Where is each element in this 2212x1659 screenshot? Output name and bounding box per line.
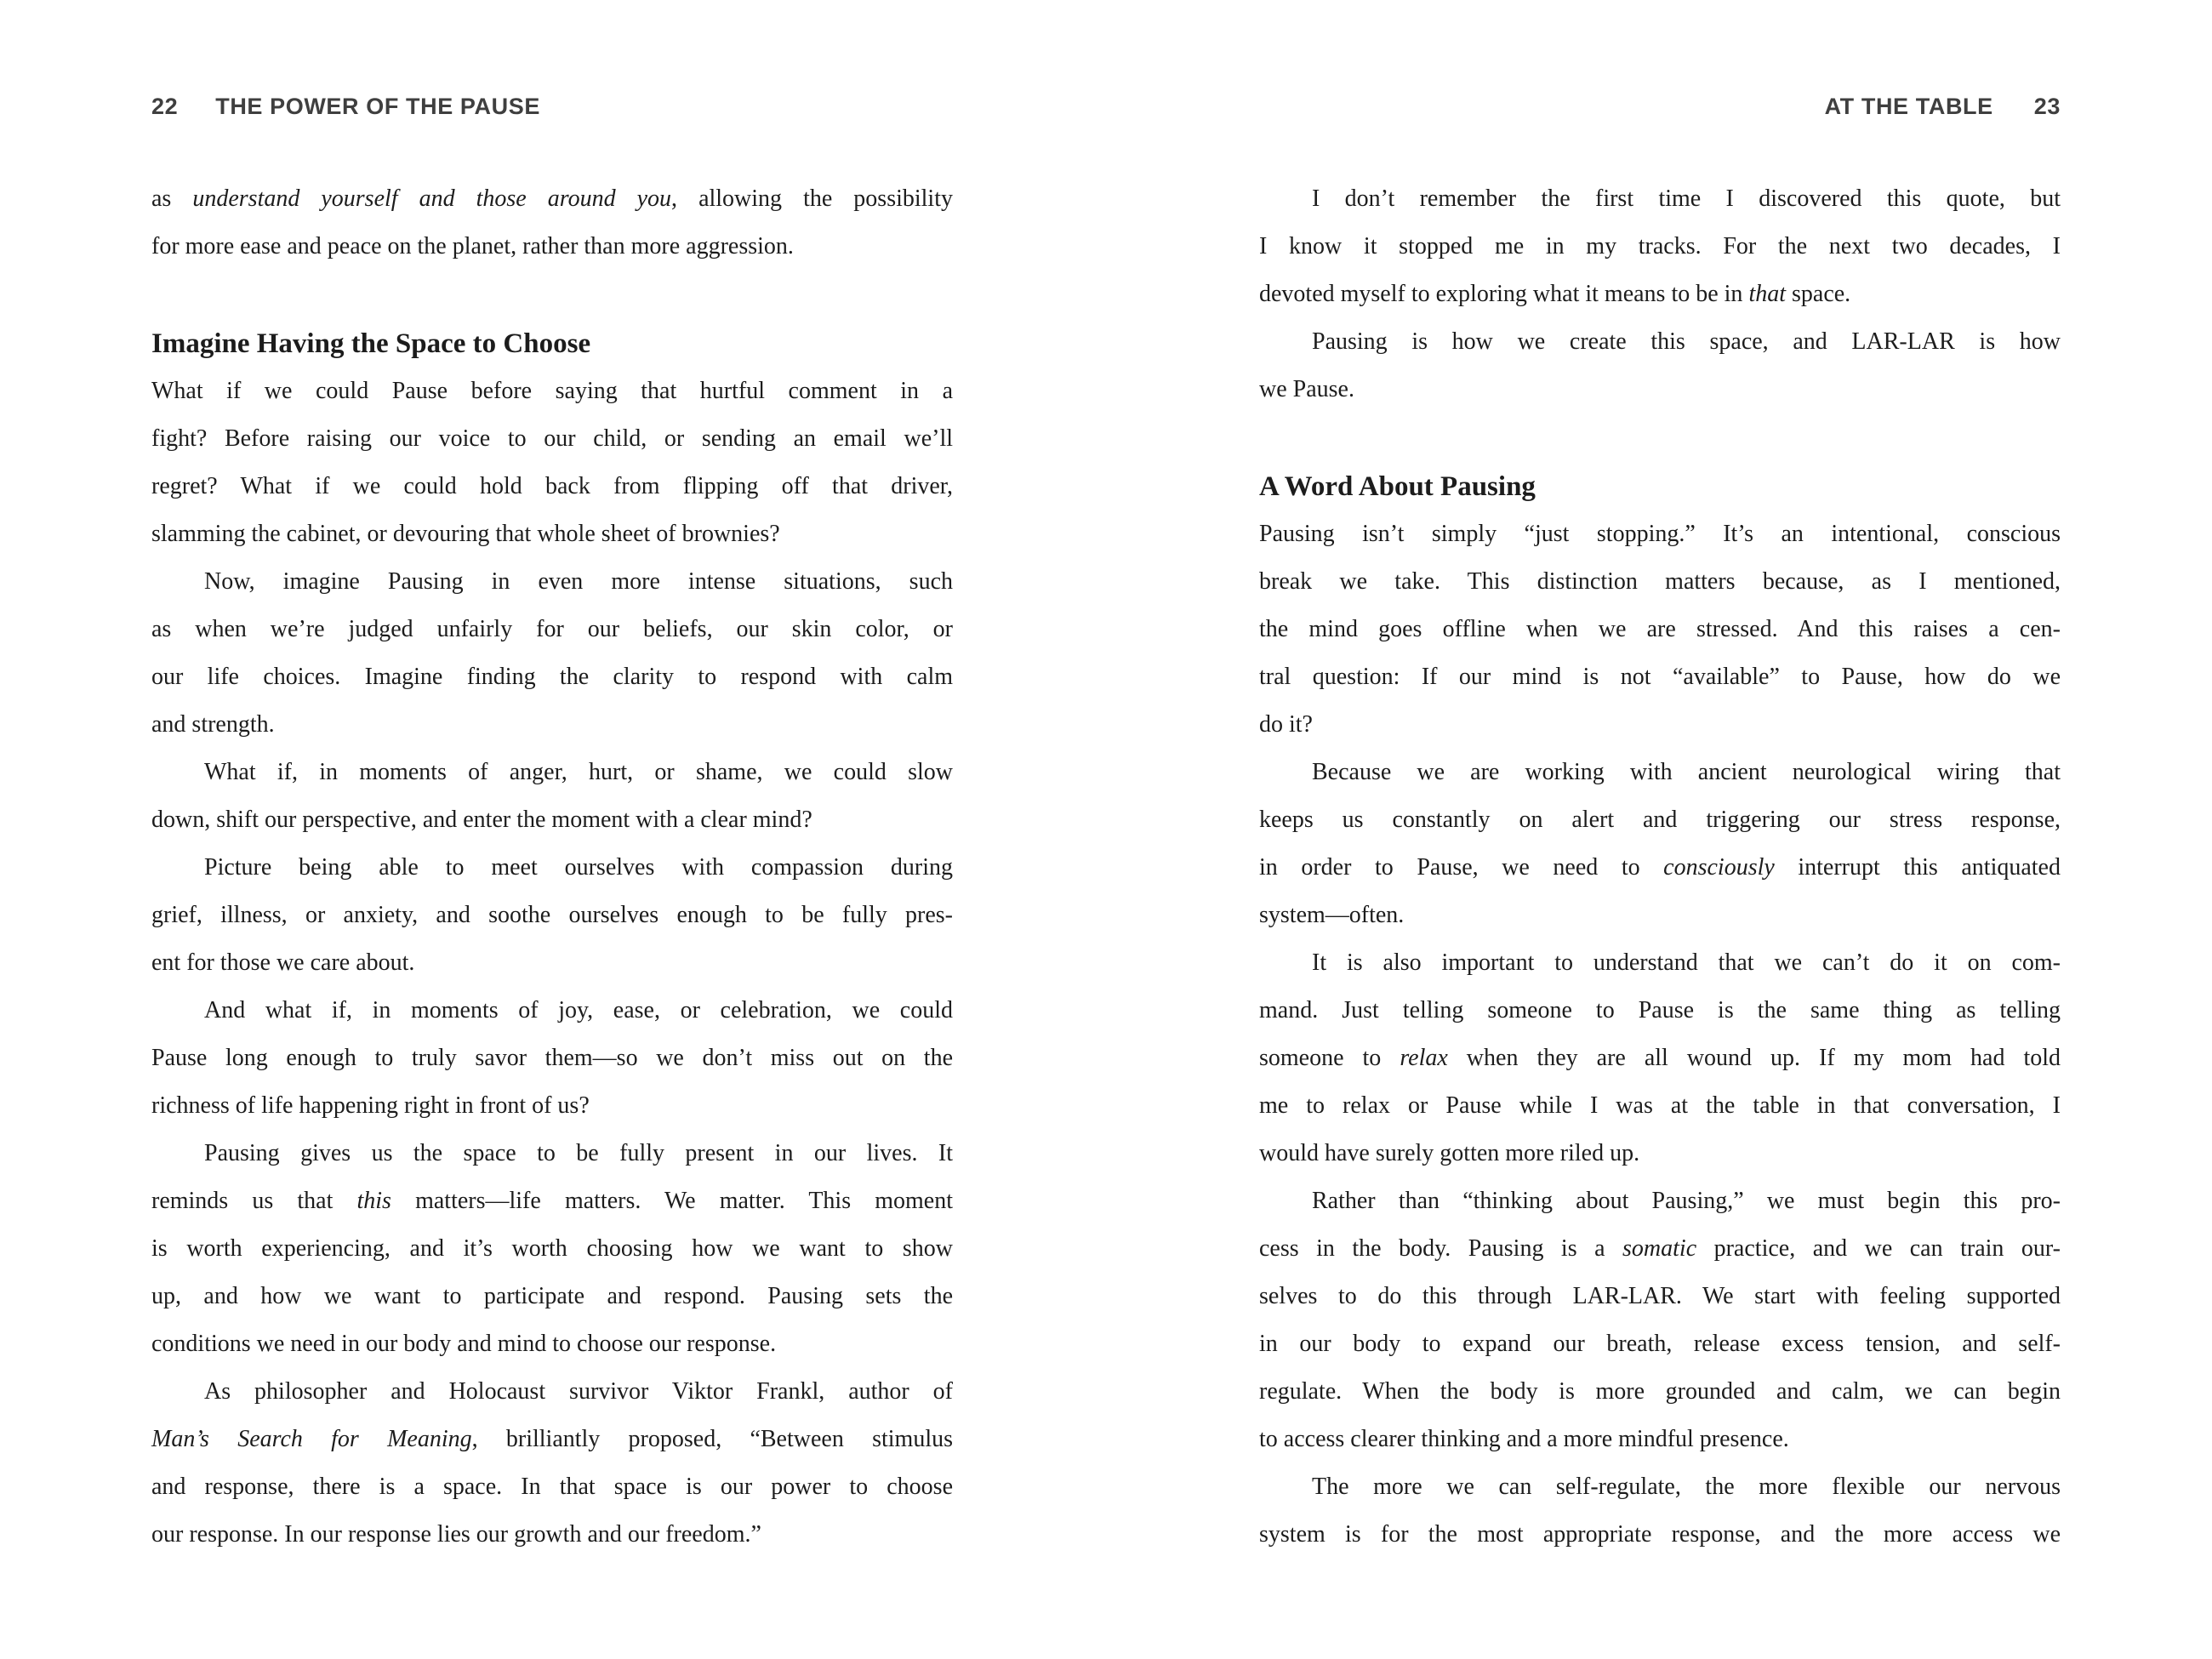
text-segment: break we take. This distinction matters because, as I mentioned, — [1259, 568, 2061, 595]
text-segment: As philosopher and Holocaust survivor Viktor Frankl, author of — [204, 1378, 953, 1405]
text-segment: What if we could Pause before saying that hurtful comment in a — [151, 378, 953, 404]
text-line — [1259, 271, 2061, 318]
text-segment: devoted myself to exploring what it means to be in — [1259, 281, 1749, 307]
text-segment: our response. In our response lies our growth and our freedom.” — [151, 1521, 761, 1548]
text-segment: is worth experiencing, and it’s worth choosing how we want to show — [151, 1235, 953, 1262]
text-line — [1259, 939, 2061, 987]
text-segment: as — [151, 185, 193, 212]
text-line — [1259, 1416, 2061, 1463]
text-segment: regret? What if we could hold back from flipping off that driver, — [151, 473, 953, 499]
text-line — [1259, 1130, 2061, 1177]
text-segment: Now, imagine Pausing in even more intense situations, such — [204, 568, 953, 595]
text-segment: ent for those we care about. — [151, 949, 415, 976]
text-line — [151, 606, 953, 653]
text-line — [151, 1416, 953, 1463]
text-line — [1259, 1273, 2061, 1320]
text-line — [151, 939, 953, 987]
text-line — [1259, 318, 2061, 366]
text-line — [1259, 366, 2061, 413]
text-segment: regulate. When the body is more grounded and calm, we can begin — [1259, 1378, 2061, 1405]
text-segment: Pausing gives us the space to be fully present in our lives. It — [204, 1140, 953, 1166]
text-segment: our life choices. Imagine finding the clarity to respond with calm — [151, 664, 953, 690]
text-segment: It is also important to understand that we can’t do it on com- — [1312, 949, 2061, 976]
text-segment: Rather than “thinking about Pausing,” we must begin this pro- — [1312, 1188, 2061, 1214]
text-line — [151, 558, 953, 606]
text-segment: conditions we need in our body and mind to choose our response. — [151, 1331, 777, 1357]
page-body-left — [151, 175, 953, 1559]
text-line — [1259, 606, 2061, 653]
text-line — [151, 368, 953, 415]
text-line — [1259, 749, 2061, 796]
text-line — [151, 1225, 953, 1273]
text-line — [151, 1463, 953, 1511]
text-segment: richness of life happening right in front of us? — [151, 1092, 590, 1119]
text-segment: cess in the body. Pausing is a — [1259, 1235, 1623, 1262]
page-left — [151, 0, 953, 1659]
text-segment: in order to Pause, we need to — [1259, 854, 1664, 881]
italic-text: consciously — [1663, 854, 1775, 881]
text-line — [1259, 1368, 2061, 1416]
running-head-right — [1259, 94, 2061, 119]
text-segment: Pausing isn’t simply “just stopping.” It’s an intentional, conscious — [1259, 521, 2061, 547]
text-segment: selves to do this through LAR-LAR. We start with feeling supported — [1259, 1283, 2061, 1309]
text-segment: slamming the cabinet, or devouring that whole sheet of brownies? — [151, 521, 780, 547]
text-line — [1259, 701, 2061, 749]
text-line — [151, 987, 953, 1035]
text-segment: system is for the most appropriate response, and the more access we — [1259, 1521, 2061, 1548]
text-segment: I know it stopped me in my tracks. For the next two decades, I — [1259, 233, 2061, 259]
text-segment: me to relax or Pause while I was at the table in that conversation, I — [1259, 1092, 2061, 1119]
text-segment: Because we are working with ancient neurological wiring that — [1312, 759, 2061, 785]
text-line — [151, 653, 953, 701]
text-line — [1259, 1082, 2061, 1130]
text-line — [151, 1130, 953, 1177]
text-segment: , brilliantly proposed, “Between stimulus — [471, 1426, 954, 1452]
text-segment: the mind goes offline when we are stressed. And this raises a cen- — [1259, 616, 2061, 642]
text-line — [1259, 510, 2061, 558]
text-line — [1259, 175, 2061, 223]
text-segment: grief, illness, or anxiety, and soothe ourselves enough to be fully pres- — [151, 902, 953, 928]
italic-text: that — [1748, 281, 1786, 307]
text-segment: What if, in moments of anger, hurt, or shame, we could slow — [204, 759, 953, 785]
text-segment: reminds us that — [151, 1188, 357, 1214]
text-line — [151, 1320, 953, 1368]
text-line — [151, 796, 953, 844]
text-segment: The more we can self-regulate, the more flexible our nervous — [1312, 1474, 2061, 1500]
text-line — [151, 463, 953, 510]
text-segment: tral question: If our mind is not “available” to Pause, how do we — [1259, 664, 2061, 690]
text-line — [151, 510, 953, 558]
text-line — [151, 1082, 953, 1130]
text-line — [151, 1035, 953, 1082]
text-line — [151, 175, 953, 223]
text-segment: do it? — [1259, 711, 1313, 738]
text-segment: and response, there is a space. In that space is our power to choose — [151, 1474, 953, 1500]
text-line — [1259, 1511, 2061, 1559]
italic-text: Man’s Search for Meaning — [151, 1426, 472, 1452]
text-line — [1259, 1320, 2061, 1368]
italic-text: this — [356, 1188, 391, 1214]
text-segment: we Pause. — [1259, 376, 1354, 402]
page-right — [1259, 0, 2061, 1659]
text-segment: matters—life matters. We matter. This moment — [391, 1188, 953, 1214]
text-segment: , allowing the possibility — [671, 185, 953, 212]
text-segment: I don’t remember the first time I discovered this quote, but — [1312, 185, 2061, 212]
text-line — [1259, 844, 2061, 892]
text-line — [1259, 1225, 2061, 1273]
italic-text: relax — [1400, 1045, 1448, 1071]
text-segment: in our body to expand our breath, release excess tension, and self- — [1259, 1331, 2061, 1357]
text-segment: someone to — [1259, 1045, 1400, 1071]
text-segment: Picture being able to meet ourselves with compassion during — [204, 854, 953, 881]
text-segment: to access clearer thinking and a more mindful presence. — [1259, 1426, 1789, 1452]
running-title-left: THE POWER OF THE PAUSE — [215, 94, 540, 119]
running-title-right: AT THE TABLE — [1824, 94, 1993, 119]
text-segment: mand. Just telling someone to Pause is the same thing as telling — [1259, 997, 2061, 1023]
text-line — [151, 1511, 953, 1559]
text-line — [151, 892, 953, 939]
text-line — [151, 1177, 953, 1225]
text-line — [1259, 1035, 2061, 1082]
text-segment: down, shift our perspective, and enter the moment with a clear mind? — [151, 807, 812, 833]
text-line — [151, 223, 953, 271]
text-segment: practice, and we can train our- — [1696, 1235, 2061, 1262]
text-line — [1259, 223, 2061, 271]
text-line — [1259, 1177, 2061, 1225]
section-heading — [1259, 463, 2061, 510]
text-segment: fight? Before raising our voice to our child, or sending an email we’ll — [151, 425, 953, 452]
text-segment: keeps us constantly on alert and triggering our stress response, — [1259, 807, 2061, 833]
italic-text: understand yourself and those around you — [192, 185, 672, 212]
text-line — [151, 1273, 953, 1320]
text-segment: would have surely gotten more riled up. — [1259, 1140, 1640, 1166]
text-line — [1259, 796, 2061, 844]
text-line — [151, 415, 953, 463]
text-segment: A Word About Pausing — [1259, 471, 1536, 502]
text-segment: as when we’re judged unfairly for our beliefs, our skin color, or — [151, 616, 953, 642]
page-number-left: 22 — [151, 94, 179, 119]
text-segment: Pausing is how we create this space, and LAR-LAR is how — [1312, 328, 2061, 355]
text-line — [1259, 987, 2061, 1035]
running-head-left — [151, 94, 953, 119]
text-segment: Imagine Having the Space to Choose — [151, 328, 591, 359]
text-line — [1259, 1463, 2061, 1511]
italic-text: somatic — [1622, 1235, 1697, 1262]
text-line — [1259, 558, 2061, 606]
text-line — [151, 701, 953, 749]
text-segment: up, and how we want to participate and respond. Pausing sets the — [151, 1283, 953, 1309]
text-segment: system—often. — [1259, 902, 1405, 928]
text-segment: Pause long enough to truly savor them—so we don’t miss out on the — [151, 1045, 953, 1071]
page-body-right — [1259, 175, 2061, 1559]
text-segment: And what if, in moments of joy, ease, or celebration, we could — [204, 997, 953, 1023]
text-line — [151, 749, 953, 796]
text-line — [1259, 892, 2061, 939]
text-line — [1259, 653, 2061, 701]
text-line — [151, 844, 953, 892]
text-segment: and strength. — [151, 711, 275, 738]
text-segment: interrupt this antiquated — [1774, 854, 2061, 881]
text-segment: when they are all wound up. If my mom had told — [1447, 1045, 2061, 1071]
section-heading — [151, 320, 953, 368]
text-segment: space. — [1786, 281, 1851, 307]
text-segment: for more ease and peace on the planet, rather than more aggression. — [151, 233, 794, 259]
text-line — [151, 1368, 953, 1416]
page-number-right: 23 — [2033, 94, 2061, 119]
